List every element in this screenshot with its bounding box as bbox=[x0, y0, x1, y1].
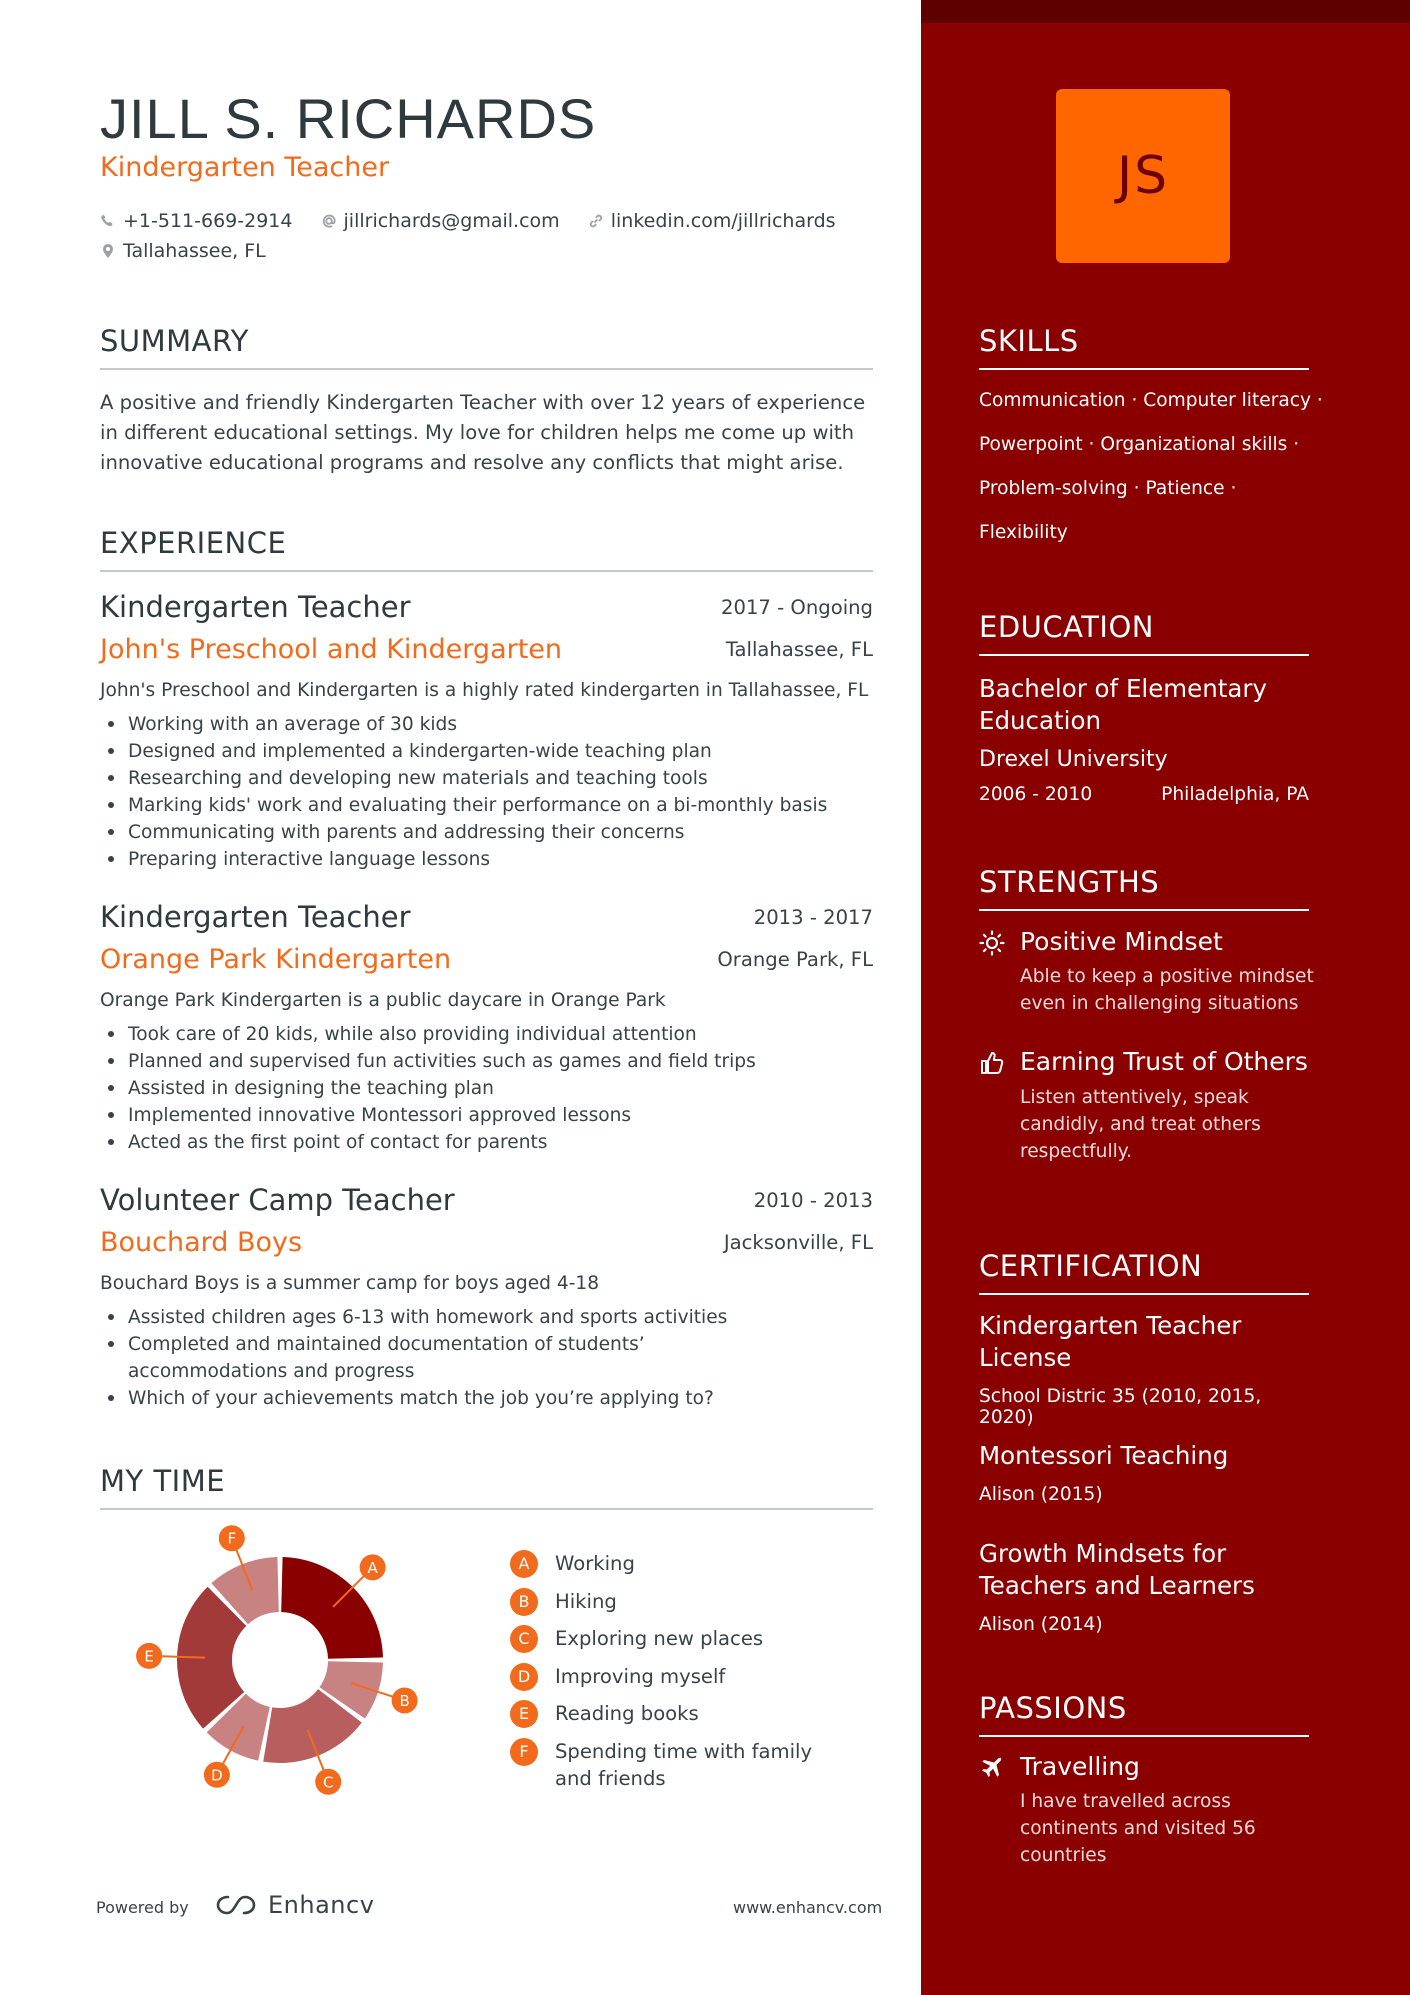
passion-desc: I have travelled across continents and visited 56 countries bbox=[1020, 1791, 1256, 1866]
job-title: Kindergarten Teacher bbox=[100, 590, 411, 624]
contact-phone[interactable] bbox=[100, 207, 292, 235]
contact-email[interactable] bbox=[321, 207, 560, 235]
skill-line: Problem-solving · Patience · bbox=[979, 478, 1237, 499]
job-location: Orange Park, FL bbox=[717, 948, 873, 971]
job-bullets bbox=[100, 1021, 873, 1156]
donut-label-b: B bbox=[399, 1691, 410, 1710]
summary-heading: SUMMARY bbox=[100, 324, 873, 370]
legend-badge: C bbox=[510, 1625, 538, 1653]
legend-label: Working bbox=[555, 1552, 635, 1575]
enhancv-brand: Enhancv bbox=[268, 1891, 375, 1919]
list-item: Planned and supervised fun activities such as games and field trips bbox=[100, 1048, 873, 1075]
legend-item bbox=[510, 1700, 910, 1727]
link-icon bbox=[588, 213, 604, 229]
skill-line: Flexibility bbox=[979, 522, 1068, 543]
location-text: Tallahassee, FL bbox=[123, 240, 266, 262]
list-item: Acted as the first point of contact for parents bbox=[100, 1129, 873, 1156]
legend-badge: A bbox=[510, 1550, 538, 1578]
list-item: Implemented innovative Montessori approved lessons bbox=[100, 1102, 873, 1129]
job-date: 2017 - Ongoing bbox=[721, 596, 873, 619]
sidebar bbox=[921, 0, 1410, 1995]
contact-list bbox=[100, 207, 873, 235]
job-company: Orange Park Kindergarten bbox=[100, 944, 452, 975]
certification-issuer: Alison (2015) bbox=[979, 1484, 1103, 1505]
strength-desc: Able to keep a positive mindset even in challenging situations bbox=[1020, 966, 1314, 1014]
education-location: Philadelphia, PA bbox=[1161, 784, 1309, 805]
list-item: Assisted in designing the teaching plan bbox=[100, 1075, 873, 1102]
job-date: 2010 - 2013 bbox=[753, 1189, 873, 1212]
summary-text: A positive and friendly Kindergarten Teacher with over 12 years of experience in different educational settings. My love for children helps me come up with innovative educational programs and resolve any conflicts that might arise. bbox=[100, 391, 866, 474]
certification-title: Montessori Teaching bbox=[979, 1441, 1229, 1470]
enhancv-logo[interactable] bbox=[214, 1891, 374, 1919]
candidate-role: Kindergarten Teacher bbox=[100, 152, 390, 183]
skill-line: Powerpoint · Organizational skills · bbox=[979, 434, 1300, 455]
email-text: jillrichards@gmail.com bbox=[343, 210, 560, 232]
passion-title: Travelling bbox=[1020, 1752, 1140, 1781]
phone-text: +1-511-669-2914 bbox=[123, 210, 293, 232]
certification-title: Kindergarten Teacher License bbox=[979, 1311, 1242, 1372]
skills-list bbox=[979, 379, 1323, 555]
contact-location bbox=[100, 237, 266, 265]
job-location: Tallahassee, FL bbox=[725, 638, 873, 661]
education-meta bbox=[979, 784, 1309, 805]
job-description: Orange Park Kindergarten is a public daycare in Orange Park bbox=[100, 990, 666, 1011]
list-item: Designed and implemented a kindergarten-wide teaching plan bbox=[100, 738, 873, 765]
legend-item bbox=[510, 1663, 910, 1690]
certification-item bbox=[979, 1310, 1309, 1428]
avatar: JS bbox=[1056, 89, 1230, 263]
passion-item bbox=[1020, 1751, 1320, 1869]
donut-label-c: C bbox=[322, 1773, 334, 1792]
legend-item bbox=[510, 1738, 830, 1792]
certification-heading: CERTIFICATION bbox=[979, 1249, 1309, 1295]
list-item: Working with an average of 30 kids bbox=[100, 711, 873, 738]
job-title: Kindergarten Teacher bbox=[100, 900, 411, 934]
legend-badge: E bbox=[510, 1700, 538, 1728]
list-item: Took care of 20 kids, while also providing individual attention bbox=[100, 1021, 873, 1048]
linkedin-text: linkedin.com/jillrichards bbox=[610, 210, 836, 232]
strength-item bbox=[1020, 926, 1320, 1017]
experience-heading: EXPERIENCE bbox=[100, 526, 873, 572]
certification-issuer: Alison (2014) bbox=[979, 1614, 1103, 1635]
list-item: Marking kids' work and evaluating their performance on a bi-monthly basis bbox=[100, 792, 873, 819]
job-location: Jacksonville, FL bbox=[723, 1231, 873, 1254]
job-bullets bbox=[100, 1304, 873, 1412]
legend-item bbox=[510, 1588, 910, 1615]
strength-item bbox=[1020, 1046, 1320, 1165]
donut-label-d: D bbox=[211, 1766, 223, 1785]
legend-item bbox=[510, 1550, 910, 1577]
contact-linkedin[interactable] bbox=[588, 207, 836, 235]
footer-powered-by: Powered by bbox=[96, 1898, 189, 1917]
job-company: Bouchard Boys bbox=[100, 1227, 303, 1258]
my-time-heading: MY TIME bbox=[100, 1464, 873, 1510]
job-date: 2013 - 2017 bbox=[753, 906, 873, 929]
job-company: John's Preschool and Kindergarten bbox=[100, 634, 563, 665]
strengths-heading: STRENGTHS bbox=[979, 865, 1309, 911]
education-school: Drexel University bbox=[979, 747, 1168, 772]
certification-item bbox=[979, 1440, 1309, 1505]
list-item: Which of your achievements match the job you’re applying to? bbox=[100, 1385, 873, 1412]
job-description: Bouchard Boys is a summer camp for boys aged 4-18 bbox=[100, 1273, 600, 1294]
list-item: Communicating with parents and addressing their concerns bbox=[100, 819, 873, 846]
legend-badge: B bbox=[510, 1588, 538, 1616]
strength-desc: Listen attentively, speak candidly, and treat others respectfully. bbox=[1020, 1087, 1261, 1162]
legend-item bbox=[510, 1625, 910, 1652]
donut-leader-line bbox=[161, 1656, 205, 1657]
list-item: Preparing interactive language lessons bbox=[100, 846, 873, 873]
list-item: Researching and developing new materials and teaching tools bbox=[100, 765, 873, 792]
education-entry bbox=[979, 673, 1309, 805]
time-legend bbox=[510, 1550, 910, 1802]
strength-title: Positive Mindset bbox=[1020, 927, 1223, 956]
legend-label: Spending time with family and friends bbox=[555, 1739, 813, 1790]
skill-line: Communication · Computer literacy · bbox=[979, 390, 1323, 411]
job-bullets bbox=[100, 711, 873, 873]
thumbs-up-icon bbox=[979, 1050, 1005, 1076]
passions-heading: PASSIONS bbox=[979, 1691, 1309, 1737]
legend-label: Reading books bbox=[555, 1702, 699, 1725]
sun-icon bbox=[979, 930, 1005, 956]
legend-label: Exploring new places bbox=[555, 1627, 764, 1650]
list-item: Completed and maintained documentation of students’ accommodations and progress bbox=[100, 1331, 700, 1385]
job-description: John's Preschool and Kindergarten is a highly rated kindergarten in Tallahassee, FL bbox=[100, 680, 869, 701]
certification-item bbox=[979, 1538, 1309, 1635]
education-degree: Bachelor of Elementary Education bbox=[979, 674, 1267, 735]
donut-label-a: A bbox=[367, 1558, 378, 1577]
donut-label-e: E bbox=[144, 1647, 154, 1666]
enhancv-logo-icon bbox=[214, 1893, 262, 1917]
donut-label-f: F bbox=[227, 1529, 237, 1548]
list-item: Assisted children ages 6-13 with homework and sports activities bbox=[100, 1304, 873, 1331]
airplane-icon bbox=[979, 1755, 1005, 1781]
footer-url[interactable]: www.enhancv.com bbox=[733, 1898, 883, 1917]
at-icon bbox=[321, 213, 337, 229]
location-pin-icon bbox=[100, 243, 116, 259]
certification-title: Growth Mindsets for Teachers and Learners bbox=[979, 1539, 1255, 1600]
certification-issuer: School Distric 35 (2010, 2015, 2020) bbox=[979, 1386, 1262, 1428]
education-heading: EDUCATION bbox=[979, 610, 1309, 656]
sidebar-top-bar bbox=[921, 0, 1410, 23]
skills-heading: SKILLS bbox=[979, 324, 1309, 370]
phone-icon bbox=[100, 213, 116, 229]
legend-label: Improving myself bbox=[555, 1664, 726, 1688]
legend-label: Hiking bbox=[555, 1589, 617, 1613]
time-donut-chart bbox=[140, 1529, 410, 1792]
legend-badge: D bbox=[510, 1663, 538, 1691]
job-title: Volunteer Camp Teacher bbox=[100, 1183, 455, 1217]
education-years: 2006 - 2010 bbox=[979, 784, 1093, 805]
candidate-name: JILL S. RICHARDS bbox=[100, 87, 597, 150]
legend-badge: F bbox=[510, 1738, 538, 1766]
strength-title: Earning Trust of Others bbox=[1020, 1047, 1308, 1076]
